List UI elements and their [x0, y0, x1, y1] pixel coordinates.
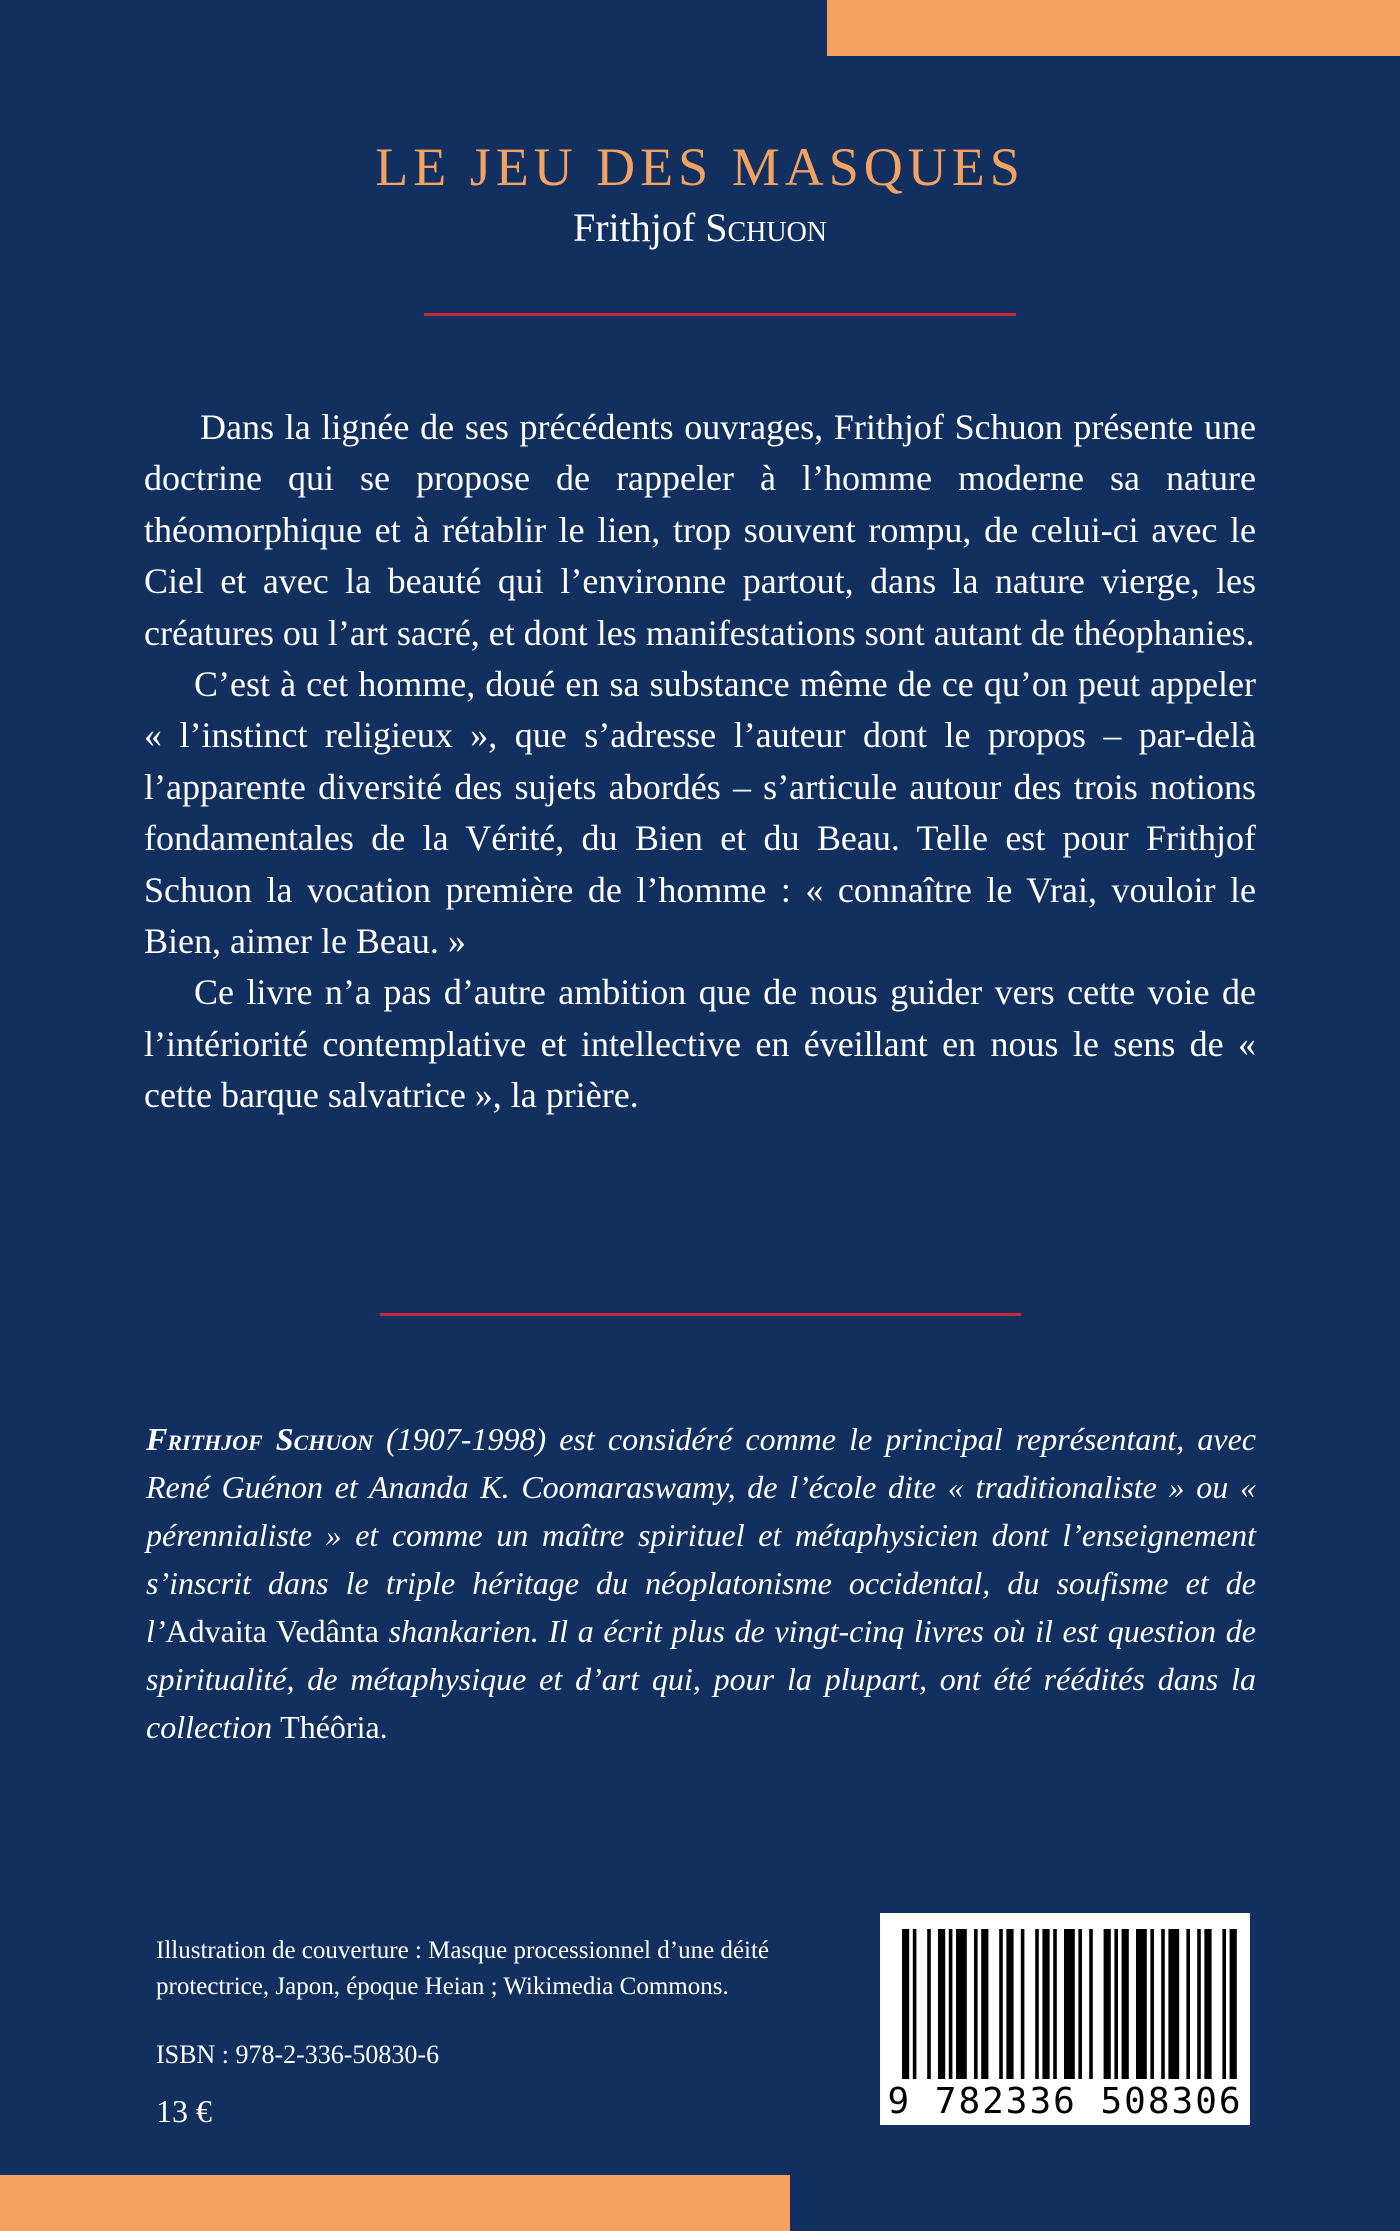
bio-text-1: (1907-1998) est considéré comme le principal représentant, avec René Guénon et Ananda K. Coomaraswamy, de l’école dite « traditionaliste » ou « pérennialiste » et comme un maître spirituel et métaphysicien dont l’enseignement s’inscrit dans le triple héritage du néoplatonisme occidental, du soufisme et de l’ [146, 1421, 1256, 1649]
barcode-bar [1053, 1929, 1057, 2079]
barcode-bar [956, 1929, 967, 2079]
barcode-bar [999, 1929, 1003, 2079]
barcode-bar [1089, 1929, 1093, 2079]
bio-collection: Théôria [280, 1709, 380, 1745]
blurb [144, 402, 1256, 1122]
author-last: Schuon [705, 205, 828, 250]
author-first: Frithjof [572, 205, 706, 250]
barcode-bar [981, 1929, 988, 2079]
barcode-bar [1006, 1929, 1013, 2079]
barcode-bar [1204, 1929, 1211, 2079]
bio-advaita: Advaita Vedânta [165, 1613, 379, 1649]
barcode-bar [1064, 1929, 1075, 2079]
author-bio [146, 1415, 1256, 1751]
barcode-bar [902, 1929, 909, 2079]
barcode-bar [927, 1929, 931, 2079]
isbn: ISBN : 978-2-336-50830-6 [156, 2040, 440, 2069]
barcode-bar [1186, 1929, 1190, 2079]
divider-top [424, 313, 1016, 316]
barcode-bar [938, 1929, 945, 2079]
barcode-bar [1197, 1929, 1201, 2079]
barcode-bar [1122, 1929, 1129, 2079]
bio-name-first: Frithjof [146, 1421, 276, 1457]
book-title: LE JEU DES MASQUES [375, 137, 1025, 197]
barcode-bar [949, 1929, 953, 2079]
barcode-bar [1114, 1929, 1118, 2079]
barcode-bar [974, 1929, 978, 2079]
top-accent-band [827, 0, 1400, 56]
bio-text-3: . [379, 1709, 388, 1745]
barcode-bar [1021, 1929, 1025, 2079]
barcode-bar [1150, 1929, 1154, 2079]
book-author [0, 204, 1400, 251]
barcode-digits: 9 782336 508306 [887, 2081, 1243, 2122]
divider-middle [380, 1313, 1021, 1316]
barcode [880, 1913, 1250, 2125]
barcode-bar [1168, 1929, 1179, 2079]
bio-text-2: shankarien. Il a écrit plus de vingt-cinq livres où il est question de spiritualité, de métaphysique et d’art qui, pour la plupart, ont été réédités dans la collection [146, 1613, 1257, 1745]
barcode-bar [1161, 1929, 1165, 2079]
barcode-bar [1042, 1929, 1049, 2079]
barcode-bar [1078, 1929, 1082, 2079]
barcode-bar [913, 1929, 917, 2079]
blurb-paragraph: Ce livre n’a pas d’autre ambition que de nous guider vers cette voie de l’intériorité contemplative et intellective en éveillant en nous le sens de « cette barque salvatrice », la prière. [144, 972, 1256, 1116]
cover-credits: Illustration de couverture : Masque processionnel d’une déité protectrice, Japon, époque Heian ; Wikimedia Commons. [156, 1937, 770, 2000]
blurb-paragraph: C’est à cet homme, doué en sa substance même de ce qu’on peut appeler « l’instinct religieux », que s’adresse l’auteur dont le propos – par-delà l’apparente diversité des sujets abordés – s’articule autour des trois notions fondamentales de la Vérité, du Bien et du Beau. Telle est pour Frithjof Schuon la vocation première de l’homme : « connaître le Vrai, vouloir le Bien, aimer le Beau. » [144, 664, 1256, 962]
bio-name-last: Schuon [275, 1421, 374, 1457]
barcode-bar [1104, 1929, 1111, 2079]
blurb-paragraph: Dans la lignée de ses précédents ouvrages, Frithjof Schuon présente une doctrine qui se propose de rappeler à l’homme moderne sa nature théomorphique et à rétablir le lien, trop souvent rompu, de celui-ci avec le Ciel et avec la beauté qui l’environne partout, dans la nature vierge, les créatures ou l’art sacré, et dont les manifestations sont autant de théophanies. [144, 407, 1256, 653]
barcode-bar [1035, 1929, 1039, 2079]
price: 13 € [156, 2093, 212, 2129]
barcode-bar [1136, 1929, 1147, 2079]
barcode-bar [1230, 1929, 1237, 2079]
bottom-accent-band [0, 2175, 790, 2231]
barcode-bar [1222, 1929, 1226, 2079]
